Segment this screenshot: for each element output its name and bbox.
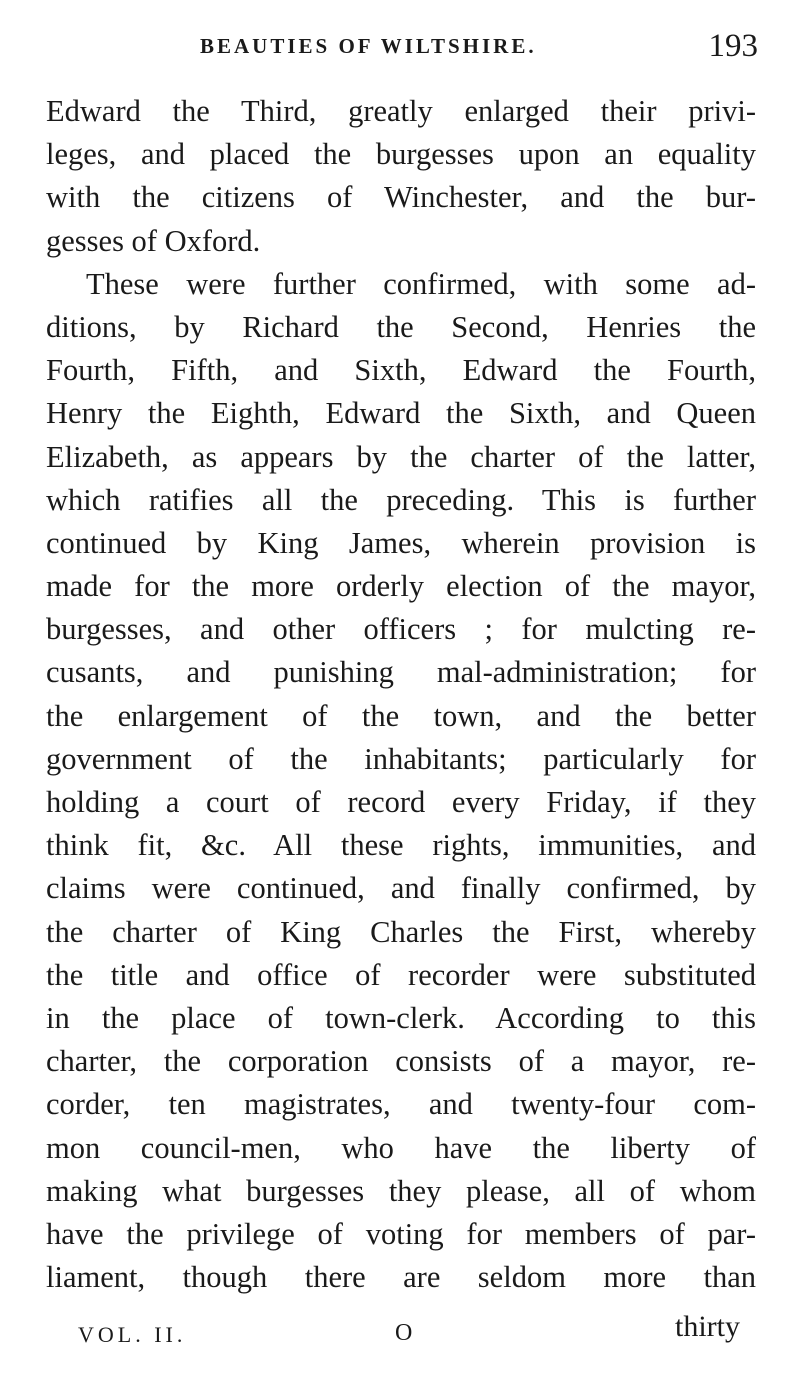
text-line: These were further confirmed, with some ad- xyxy=(86,266,756,301)
text-line: charter, the corporation consists of a mayor, re- xyxy=(46,1044,756,1079)
text-line: government of the inhabitants; particularly for xyxy=(46,741,756,776)
text-line: with the citizens of Winchester, and the bur- xyxy=(46,180,756,215)
signature-mark: O xyxy=(395,1320,413,1346)
text-line: Edward the Third, greatly enlarged their privi- xyxy=(46,94,756,128)
text-line: in the place of town-clerk. According to this xyxy=(46,1000,756,1035)
text-line: holding a court of record every Friday, if they xyxy=(46,785,756,819)
text-line: the enlargement of the town, and the better xyxy=(46,698,756,733)
text-line: have the privilege of voting for members of par- xyxy=(46,1216,756,1251)
text-line: ditions, by Richard the Second, Henries the xyxy=(46,309,756,344)
text-line: making what burgesses they please, all of whom xyxy=(46,1173,756,1208)
text-line: mon council-men, who have the liberty of xyxy=(46,1130,756,1165)
text-line: made for the more orderly election of the mayor, xyxy=(46,569,756,604)
body-text xyxy=(46,90,756,1299)
text-line: Fourth, Fifth, and Sixth, Edward the Fourth, xyxy=(46,353,756,388)
text-line: leges, and placed the burgesses upon an equality xyxy=(46,137,756,172)
catchword: thirty xyxy=(675,1310,740,1343)
volume-label: VOL. II. xyxy=(78,1322,187,1347)
text-line: continued by King James, wherein provision is xyxy=(46,525,756,560)
text-line: the charter of King Charles the First, whereby xyxy=(46,914,756,949)
text-line: liament, though there are seldom more than xyxy=(46,1260,756,1295)
text-line: gesses of Oxford. xyxy=(46,223,261,258)
text-line: burgesses, and other officers ; for mulcting re- xyxy=(46,612,756,647)
text-line: cusants, and punishing mal-administration; for xyxy=(46,655,756,690)
page-number: 193 xyxy=(708,28,758,64)
text-line: which ratifies all the preceding. This is further xyxy=(46,482,756,517)
text-line: corder, ten magistrates, and twenty-four com- xyxy=(46,1087,756,1122)
text-line: think fit, &c. All these rights, immunities, and xyxy=(46,828,756,863)
text-line: Henry the Eighth, Edward the Sixth, and Queen xyxy=(46,396,756,431)
text-line: Elizabeth, as appears by the charter of the latter, xyxy=(46,439,756,474)
running-title: BEAUTIES OF WILTSHIRE. xyxy=(200,34,537,58)
text-line: claims were continued, and finally confirmed, by xyxy=(46,871,756,906)
text-line: the title and office of recorder were substituted xyxy=(46,957,756,992)
